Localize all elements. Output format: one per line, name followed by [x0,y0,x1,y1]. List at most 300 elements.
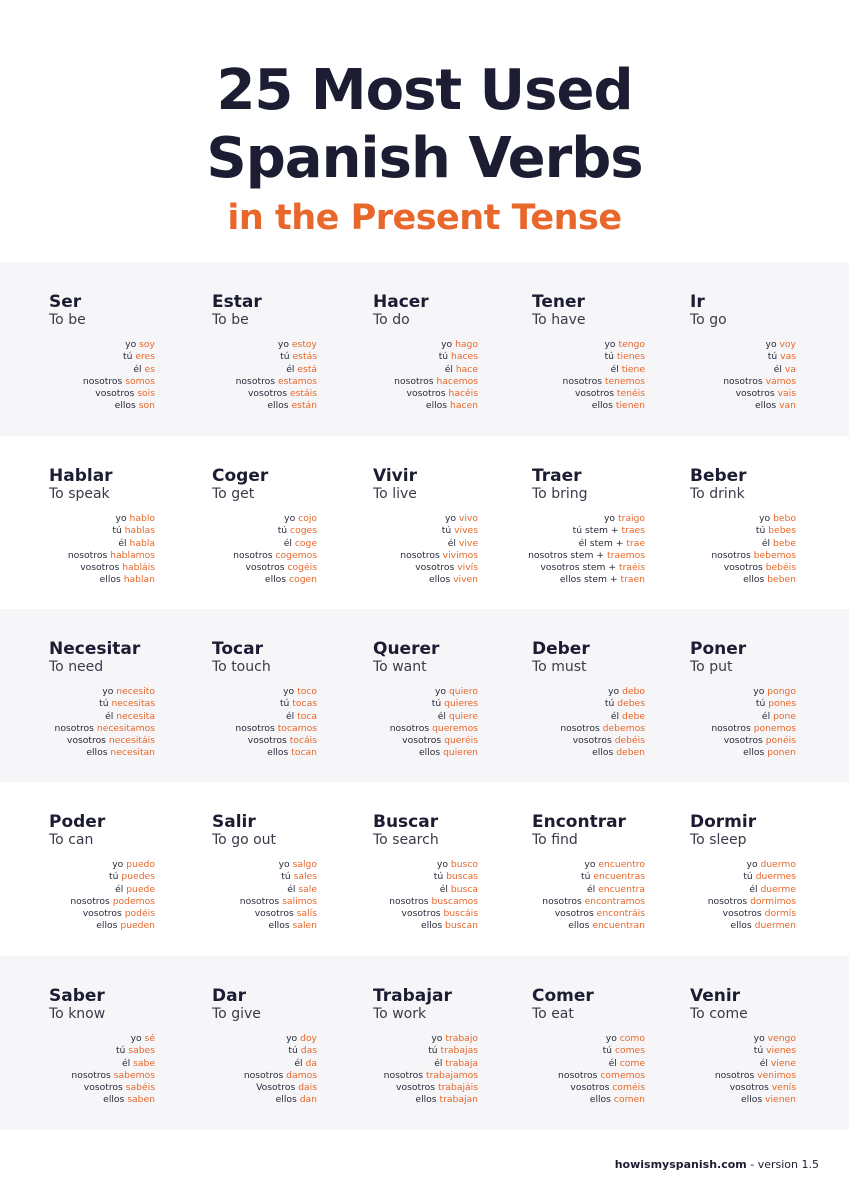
conjugation-line [560,747,645,759]
conjugation-line [542,908,645,920]
conjugation-line [711,538,796,550]
pronoun: nosotros [558,1069,598,1081]
verb-form: sabe [133,1057,155,1069]
verb-form: dormimos [750,895,796,907]
verb-form: están [291,400,317,412]
verb-form: vive [458,537,478,549]
conjugation-line [715,1033,796,1045]
verb-card [690,812,796,942]
conjugation-line [558,1094,645,1106]
verb-form: hacen [450,400,478,412]
pronoun: yo [436,859,448,870]
pronoun: ellos [103,1094,125,1106]
verb-card [49,292,155,422]
pronoun: nosotros [711,549,751,561]
verb-row [0,609,849,782]
footer-version: - version 1.5 [750,1158,819,1171]
verb-card [212,639,317,769]
conjugation-line [389,908,478,920]
conjugation-line [542,859,645,871]
conjugation-line [400,550,478,562]
conjugation-line [70,884,155,896]
pronoun: vosotros [66,735,106,747]
verb-form: vives [454,525,478,537]
pronoun: tú [122,351,133,363]
verb-meaning: To must [532,659,587,675]
pronoun: tú [281,871,291,883]
conjugation-line [233,550,317,562]
pronoun: yo [115,513,127,524]
verb-form: voy [779,339,796,350]
pronoun: tú [755,698,766,710]
pronoun: ellos [267,747,289,759]
conjugation-line [389,871,478,883]
conjugation-line [71,1033,155,1045]
verb-name: Querer [373,639,440,659]
conjugation-line [708,920,796,932]
pronoun: él [283,537,292,549]
conjugation-line [236,400,317,412]
verb-form: dormís [764,908,796,920]
verb-form: es [144,363,155,375]
pronoun: vosotros [572,735,612,747]
verb-meaning: To bring [532,486,588,502]
conjugation-line [55,711,155,723]
pronoun: vosotros [82,908,122,920]
conjugation-line [528,538,645,550]
conjugation-line [708,884,796,896]
verb-name: Tocar [212,639,263,659]
pronoun: él [105,710,114,722]
conjugation-line [723,364,796,376]
verb-form: encontráis [596,908,645,920]
verb-form: tenemos [604,375,645,387]
verb-form: encuentra [598,883,645,895]
verb-form: trabajamos [425,1069,478,1081]
page-title-line-2: Spanish Verbs [206,126,643,191]
conjugation-line [708,871,796,883]
verb-card [49,639,155,769]
conjugation-line [235,686,317,698]
conjugation-line [558,1045,645,1057]
pronoun: él [587,883,596,895]
conjugation-line [711,723,796,735]
conjugation-line [715,1094,796,1106]
verb-card [49,466,155,596]
pronoun: vosotros [401,908,441,920]
verb-card [532,812,645,942]
verb-form: sale [298,883,317,895]
page-subtitle: in the Present Tense [227,198,622,238]
verb-meaning: To search [373,832,439,848]
verb-form: vivo [458,513,478,524]
conjugation-line [394,400,478,412]
verb-form: saben [127,1094,155,1106]
pronoun: yo [604,339,616,350]
conjugation-list [715,1033,796,1107]
verb-form: puedo [126,859,155,870]
verb-form: tocáis [289,735,317,747]
conjugation-line [68,525,155,537]
pronoun: tú [280,351,290,363]
verb-meaning: To go [690,312,727,328]
verb-form: encuentran [592,920,645,932]
conjugation-line [244,1058,317,1070]
verb-meaning: To do [373,312,410,328]
verb-form: buscas [446,871,478,883]
pronoun: yo [441,339,453,350]
conjugation-line [394,376,478,388]
verb-form: busca [450,883,478,895]
conjugation-list [233,513,317,587]
verb-form: bebes [768,525,796,537]
pronoun: yo [125,339,137,350]
conjugation-line [711,513,796,525]
conjugation-line [390,735,478,747]
conjugation-line [70,908,155,920]
conjugation-line [240,920,317,932]
verb-form: está [297,363,317,375]
verb-card [690,986,796,1116]
verb-card [212,466,317,596]
verb-form: debes [617,698,645,710]
pronoun: ellos [114,400,136,412]
verb-form: vais [777,388,796,400]
pronoun: él [610,363,619,375]
pronoun: nosotros [389,895,429,907]
conjugation-line [235,723,317,735]
verb-form: coge [294,537,317,549]
conjugation-line [560,686,645,698]
verb-name: Dar [212,986,246,1006]
conjugation-line [55,735,155,747]
pronoun: tú [755,525,766,537]
pronoun: nosotros [70,895,110,907]
verb-form: podemos [112,895,155,907]
verb-form: vivimos [442,549,478,561]
pronoun: tú [743,871,753,883]
conjugation-line [563,376,645,388]
verb-card [212,292,317,422]
conjugation-line [723,351,796,363]
verb-form: vengo [767,1033,796,1044]
verb-form: trabaja [445,1057,478,1069]
verb-card [532,639,645,769]
verb-form: deben [616,747,645,759]
conjugation-line [244,1070,317,1082]
conjugation-line [83,388,155,400]
verb-form: tienes [616,351,645,363]
verb-form: salgo [292,859,317,870]
footer-site: howismyspanish.com [614,1158,747,1171]
pronoun: vosotros [245,562,285,574]
pronoun: nosotros [67,549,108,561]
verb-name: Deber [532,639,590,659]
conjugation-line [244,1094,317,1106]
conjugation-line [560,711,645,723]
pronoun: yo [278,859,290,870]
verb-card [212,812,317,942]
verb-form: encontramos [584,895,645,907]
verb-card [532,986,645,1116]
conjugation-line [233,513,317,525]
pronoun: ellos [99,574,121,586]
conjugation-line [723,339,796,351]
pronoun: tú [279,698,290,710]
pronoun: tú [115,1045,126,1057]
verb-form: habla [129,537,155,549]
pronoun: tú [109,871,119,883]
conjugation-line [240,884,317,896]
verb-form: busco [450,859,478,870]
verb-form: ponéis [765,735,796,747]
verb-card [690,639,796,769]
conjugation-list [240,859,317,933]
conjugation-line [715,1045,796,1057]
conjugation-line [558,1070,645,1082]
conjugation-line [83,364,155,376]
verb-form: buscamos [431,895,478,907]
verb-form: beben [767,574,796,586]
conjugation-list [708,859,796,933]
conjugation-line [528,525,645,537]
verb-form: sabes [128,1045,155,1057]
pronoun: tú [602,1045,613,1057]
verb-form: necesita [116,710,155,722]
verb-form: salen [292,920,317,932]
verb-form: viene [770,1057,796,1069]
conjugation-line [384,1045,478,1057]
pronoun: yo [444,513,457,524]
pronoun: yo [765,339,777,350]
conjugation-line [71,1058,155,1070]
verb-form: comes [614,1045,645,1057]
verb-form: vienen [765,1094,796,1106]
conjugation-line [563,388,645,400]
pronoun: él stem + [578,537,624,549]
pronoun: yo [434,686,447,697]
conjugation-line [244,1082,317,1094]
pronoun: él [285,710,295,722]
verb-card [690,466,796,596]
verb-form: puedes [121,871,155,883]
pronoun: ellos [755,400,777,412]
conjugation-line [400,574,478,586]
verb-form: vamos [765,375,796,387]
conjugation-line [71,1070,155,1082]
pronoun: ellos stem + [559,574,618,586]
verb-form: duermen [754,920,796,932]
verb-form: trae [626,537,645,549]
pronoun: ellos [418,747,441,759]
conjugation-line [390,698,478,710]
conjugation-line [389,896,478,908]
conjugation-list [528,513,645,587]
verb-form: queremos [432,722,478,734]
verb-name: Estar [212,292,262,312]
conjugation-line [723,388,796,400]
pronoun: vosotros [83,1082,123,1094]
pronoun: él [121,1057,131,1069]
pronoun: ellos [429,574,451,586]
pronoun: nosotros stem + [528,549,605,561]
pronoun: yo [746,859,758,870]
conjugation-line [711,574,796,586]
pronoun: vosotros stem + [540,562,617,574]
verb-name: Beber [690,466,747,486]
verb-form: quiere [448,710,478,722]
conjugation-line [711,698,796,710]
verb-form: quieren [443,747,478,759]
pronoun: vosotros [406,388,446,400]
verb-form: trabajas [440,1045,478,1057]
conjugation-line [390,747,478,759]
conjugation-line [560,698,645,710]
verb-form: comen [613,1094,645,1106]
verb-form: trabajan [439,1094,478,1106]
pronoun: yo [584,859,596,870]
conjugation-line [711,711,796,723]
verb-card [373,639,478,769]
conjugation-line [240,859,317,871]
conjugation-line [389,920,478,932]
conjugation-list [235,686,317,760]
pronoun: ellos [743,574,765,586]
conjugation-line [71,1082,155,1094]
conjugation-line [563,339,645,351]
verb-form: coges [290,525,317,537]
pronoun: tú [767,351,778,363]
verb-form: bebemos [753,549,796,561]
conjugation-line [240,896,317,908]
verb-meaning: To live [373,486,417,502]
verb-form: sabemos [113,1069,155,1081]
pronoun: vosotros [248,388,288,400]
conjugation-line [563,351,645,363]
conjugation-list [236,339,317,413]
conjugation-list [723,339,796,413]
verb-form: salís [296,908,317,920]
verb-name: Ir [690,292,705,312]
verb-form: debo [622,686,645,697]
verb-row [0,956,849,1130]
pronoun: él [133,363,142,375]
conjugation-line [558,1033,645,1045]
conjugation-line [542,884,645,896]
verb-form: toco [297,686,317,697]
conjugation-line [711,686,796,698]
verb-form: cogéis [287,562,317,574]
pronoun: él [444,363,453,375]
verb-form: bebo [773,513,796,524]
verb-form: estoy [291,339,317,350]
conjugation-line [55,723,155,735]
verb-form: necesitamos [96,722,155,734]
verb-form: buscan [445,920,478,932]
verb-row [0,782,849,956]
verb-form: tocas [292,698,317,710]
verb-form: como [619,1033,645,1044]
conjugation-line [528,550,645,562]
pronoun: nosotros [400,549,440,561]
conjugation-line [235,698,317,710]
verb-form: ponen [767,747,796,759]
verb-form: sois [137,388,155,400]
pronoun: él [115,883,124,895]
verb-meaning: To drink [690,486,745,502]
verb-form: doy [300,1033,317,1044]
conjugation-list [70,859,155,933]
conjugation-line [70,920,155,932]
conjugation-line [83,339,155,351]
verb-form: necesitáis [108,735,155,747]
pronoun: él [434,1057,443,1069]
conjugation-list [389,859,478,933]
pronoun: tú [604,351,614,363]
verb-meaning: To touch [212,659,271,675]
conjugation-line [71,1094,155,1106]
pronoun: nosotros [239,895,280,907]
pronoun: tú [441,525,452,537]
pronoun: ellos [96,920,118,932]
pronoun: yo [604,513,616,524]
verb-meaning: To have [532,312,586,328]
verb-form: vas [780,351,796,363]
conjugation-line [244,1045,317,1057]
verb-form: tengo [618,339,645,350]
pronoun: vosotros [722,908,762,920]
conjugation-line [236,351,317,363]
verb-form: quiero [448,686,478,697]
conjugation-line [711,550,796,562]
verb-form: va [784,363,796,375]
verb-card [373,812,478,942]
verb-form: vivís [457,562,478,574]
conjugation-line [528,562,645,574]
pronoun: él [294,1057,303,1069]
pronoun: nosotros [542,895,582,907]
conjugation-line [235,735,317,747]
conjugation-line [83,376,155,388]
pronoun: vosotros [729,1082,769,1094]
verb-card [532,292,645,422]
pronoun: tú [288,1045,298,1057]
conjugation-line [233,525,317,537]
conjugation-line [528,574,645,586]
pronoun: nosotros [235,722,275,734]
conjugation-line [384,1082,478,1094]
conjugation-line [542,920,645,932]
verb-form: estamos [277,375,317,387]
pronoun: yo [286,1033,298,1044]
pronoun: tú [604,698,615,710]
conjugation-line [55,747,155,759]
verb-name: Hacer [373,292,429,312]
conjugation-line [711,562,796,574]
conjugation-line [384,1094,478,1106]
conjugation-line [528,513,645,525]
pronoun: yo [102,686,114,697]
conjugation-line [235,747,317,759]
pronoun: vosotros [415,562,455,574]
pronoun: nosotros [389,722,430,734]
verb-form: duermes [755,871,796,883]
conjugation-line [68,562,155,574]
verb-meaning: To come [690,1006,748,1022]
conjugation-list [394,339,478,413]
conjugation-line [55,698,155,710]
verb-form: ponemos [753,722,796,734]
